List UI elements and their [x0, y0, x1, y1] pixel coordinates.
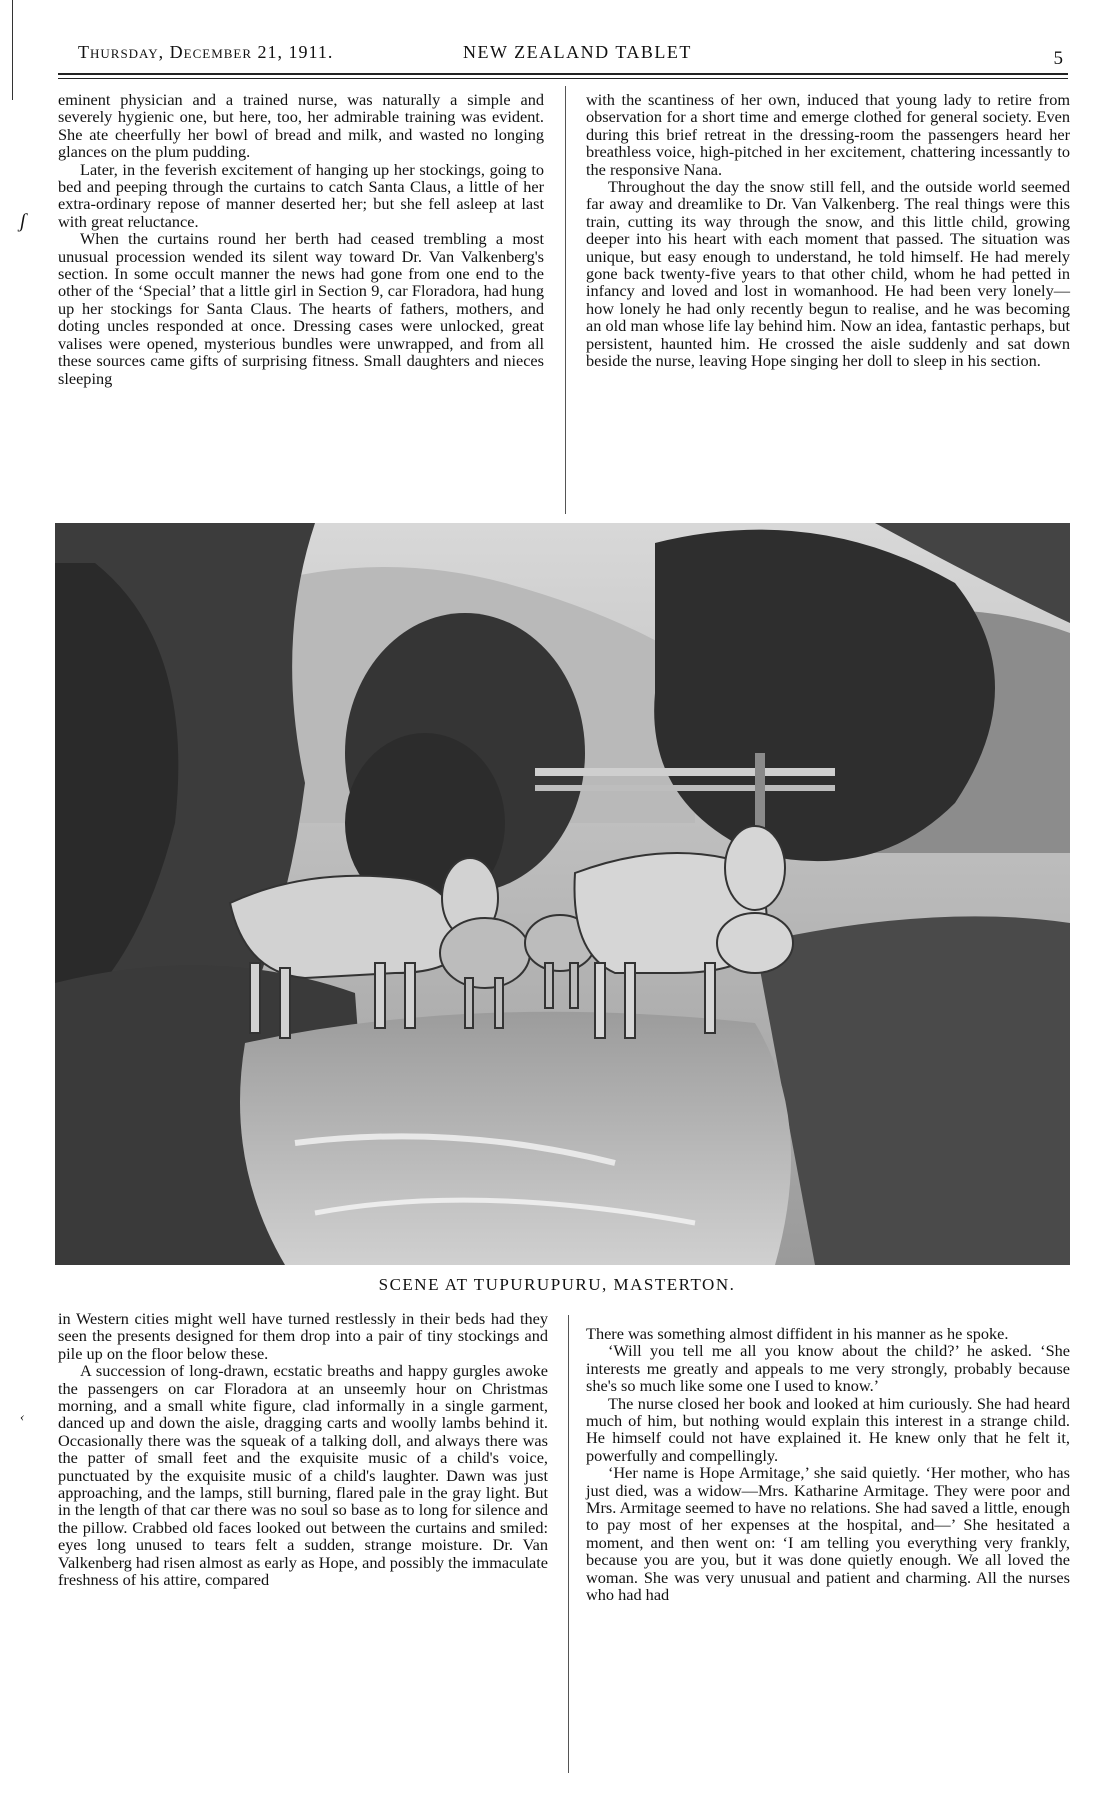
- column-divider: [568, 1315, 569, 1773]
- article-column-top-left: [58, 91, 544, 511]
- paragraph: Later, in the feverish excitement of hanging up her stockings, going to bed and peeping through the curtains to catch Santa Claus, a little of her extra-ordinary repose of manner deserted her; but she fell asleep at last with great reluctance.: [58, 159, 544, 231]
- article-column-bottom-right: [586, 1325, 1070, 1775]
- paragraph: eminent physician and a trained nurse, was naturally a simple and severely hygienic one, but here, too, her admirable training was evident. She ate cheerfully her bowl of bread and milk, and wasted no longing glances on the plum pudding.: [58, 90, 544, 162]
- newspaper-title: NEW ZEALAND TABLET: [463, 42, 692, 62]
- article-column-top-right: [586, 91, 1070, 511]
- photo-caption: SCENE AT TUPURUPURU, MASTERTON.: [378, 1275, 736, 1294]
- photograph-cattle-in-stream: [55, 523, 1070, 1265]
- page-edge-rule: [12, 0, 13, 100]
- paragraph: ‘Her name is Hope Armitage,’ she said quietly. ‘Her mother, who has just died, was a widow—Mrs. Katharine Armitage. They were poor and Mrs. Armitage seemed to have no relations. She had saved a little, enough to pay most of her expenses at the hospital, and—’ She hesitated a moment, and then went on: ‘I am telling you everything very frankly, because you are you, but it was done quietly enough. We all loved the woman. She was very unusual and patient and charming. All the nurses who had had: [586, 1463, 1070, 1605]
- article-column-bottom-left: [58, 1310, 548, 1770]
- paragraph: The nurse closed her book and looked at him curiously. She had heard much of him, but nothing would explain this interest in a strange child. He himself could not have explained it. He knew only that he felt it, powerfully and compellingly.: [586, 1393, 1070, 1465]
- issue-date: Thursday, December 21, 1911.: [78, 42, 334, 62]
- masthead: [58, 40, 1068, 70]
- margin-pencil-mark: ‹: [20, 1410, 25, 1425]
- paragraph: There was something almost diffident in his manner as he spoke.: [586, 1324, 1009, 1343]
- page-number: 5: [1053, 48, 1063, 69]
- paragraph: ‘Will you tell me all you know about the child?’ he asked. ‘She interests me greatly and appeals to me very strongly, probably because she's so much like some one I used to know.’: [586, 1341, 1070, 1396]
- paragraph: with the scantiness of her own, induced that young lady to retire from observation for a short time and emerge clothed for general society. Even during this brief retreat in the dressing-room the passengers heard her breathless voice, high-pitched in her excitement, chattering incessantly to the responsive Nana.: [586, 90, 1070, 179]
- paragraph: A succession of long-drawn, ecstatic breaths and happy gurgles awoke the passengers on car Floradora at an unseemly hour on Christmas morning, and a small white figure, clad informally in a single garment, danced up and down the aisle, dragging carts and woolly lambs behind it. Occasionally there was the squeak of a talking doll, and always there was the patter of small feet and the exquisite music of a child's voice, punctuated by the exquisite music of a child's laughter. Dawn was just approaching, and the lamps, still burning, flared pale in the gray light. But in the length of that car there was no soul so base as to long for silence and the pillow. Crabbed old faces looked out between the curtains and smiled: eyes long unused to tears felt a sudden, strange moisture. Dr. Van Valkenberg had risen almost as early as Hope, and possibly the immaculate freshness of his attire, compared: [58, 1361, 548, 1590]
- masthead-rule: [58, 73, 1068, 79]
- paragraph: When the curtains round her berth had ceased trembling a most unusual procession wended its silent way toward Dr. Van Valkenberg's section. In some occult manner the news had gone from one end to the other of the ‘Special’ that a little girl in Section 9, car Floradora, had hung up her stockings for Santa Claus. The hearts of fathers, mothers, and doting uncles responded at once. Dressing cases were unlocked, great valises were opened, mysterious bundles were unwrapped, and from all these sources came gifts of surprising fitness. Small daughters and nieces sleeping: [58, 229, 544, 388]
- margin-pencil-mark: ʃ: [20, 210, 26, 232]
- paragraph: Throughout the day the snow still fell, and the outside world seemed far away and dreamlike to Dr. Van Valkenberg. The real things were this train, cutting its way through the snow, and this little child, growing deeper into his heart with each moment that passed. The situation was unique, but easy enough to understand, he told himself. He had merely gone back twenty-five years to that other child, whom he had petted in infancy and loved and lost in womanhood. He had been very lonely—how lonely he had only recently begun to realise, and he was becoming an old man whose life lay behind him. Now an idea, fantastic perhaps, but persistent, haunted him. He crossed the aisle suddenly and sat down beside the nurse, leaving Hope singing her doll to sleep in his section.: [586, 177, 1070, 371]
- paragraph: in Western cities might well have turned restlessly in their beds had they seen the presents designed for them drop into a pair of tiny stockings and pile up on the floor below these.: [58, 1309, 548, 1363]
- column-divider: [565, 86, 566, 514]
